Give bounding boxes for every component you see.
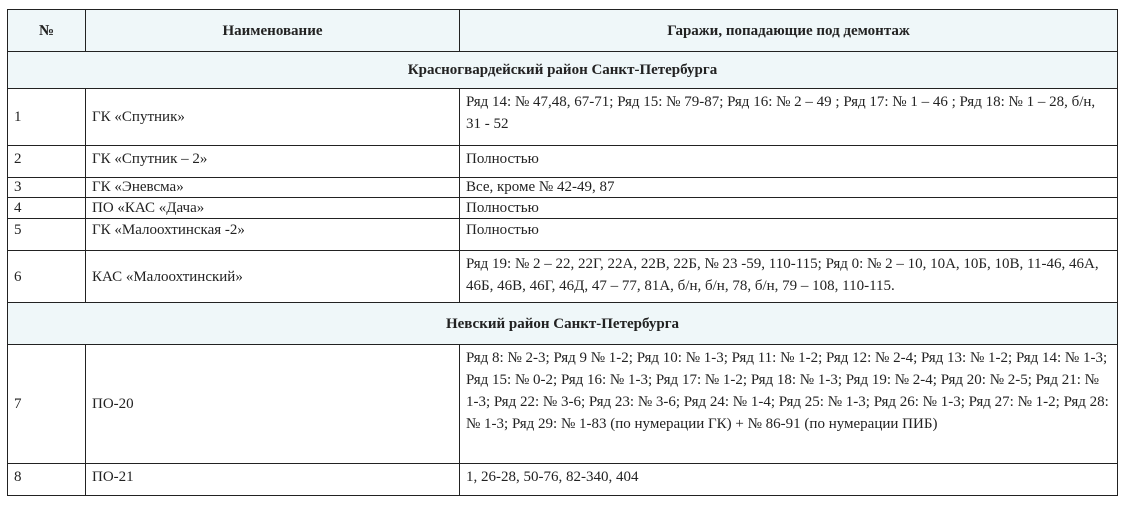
- row-name: ГК «Эневсма»: [86, 178, 460, 198]
- header-num: №: [8, 10, 86, 52]
- header-name: Наименование: [86, 10, 460, 52]
- row-num: 8: [8, 464, 86, 496]
- table-row: [8, 345, 1118, 464]
- garages-table: [7, 9, 1118, 496]
- table-row: [8, 219, 1118, 251]
- table-row: [8, 89, 1118, 146]
- row-num: 7: [8, 345, 86, 464]
- row-name: ПО-21: [86, 464, 460, 496]
- section-row: [8, 52, 1118, 89]
- row-name: ГК «Спутник»: [86, 89, 460, 146]
- row-num: 3: [8, 178, 86, 198]
- row-name: ПО-20: [86, 345, 460, 464]
- row-num: 5: [8, 219, 86, 251]
- table-row: [8, 198, 1118, 219]
- header-garages: Гаражи, попадающие под демонтаж: [460, 10, 1118, 52]
- row-garages: Ряд 14: № 47,48, 67-71; Ряд 15: № 79-87; Ряд 16: № 2 – 49 ; Ряд 17: № 1 – 46 ; Ряд 18: № 1 – 28, б/н, 31 - 52: [460, 89, 1118, 146]
- row-garages: Полностью: [460, 146, 1118, 178]
- row-name: ГК «Спутник – 2»: [86, 146, 460, 178]
- row-garages: Ряд 8: № 2-3; Ряд 9 № 1-2; Ряд 10: № 1-3; Ряд 11: № 1-2; Ряд 12: № 2-4; Ряд 13: № 1-2; Ряд 14: № 1-3; Ряд 15: № 0-2; Ряд 16: № 1-3; Ряд 17: № 1-2; Ряд 18: № 1-3; Ряд 19: № 2-4; Ряд 20: № 2-5; Ряд 21: № 1-3; Ряд 22: № 3-6; Ряд 23: № 3-6; Ряд 24: № 1-4; Ряд 25: № 1-3; Ряд 26: № 1-3; Ряд 27: № 1-2; Ряд 28: № 1-3; Ряд 29: № 1-83 (по нумерации ГК) + № 86-91 (по нумерации ПИБ): [460, 345, 1118, 464]
- section-title: Невский район Санкт-Петербурга: [8, 303, 1118, 345]
- row-name: КАС «Малоохтинский»: [86, 251, 460, 303]
- row-garages: Полностью: [460, 198, 1118, 219]
- table-row: [8, 251, 1118, 303]
- header-row: [8, 10, 1118, 52]
- row-num: 1: [8, 89, 86, 146]
- row-num: 4: [8, 198, 86, 219]
- row-name: ПО «КАС «Дача»: [86, 198, 460, 219]
- row-name: ГК «Малоохтинская -2»: [86, 219, 460, 251]
- row-num: 2: [8, 146, 86, 178]
- row-garages: 1, 26-28, 50-76, 82-340, 404: [460, 464, 1118, 496]
- section-title: Красногвардейский район Санкт-Петербурга: [8, 52, 1118, 89]
- row-garages: Ряд 19: № 2 – 22, 22Г, 22А, 22В, 22Б, № 23 -59, 110-115; Ряд 0: № 2 – 10, 10А, 10Б, 10В, 11-46, 46А, 46Б, 46В, 46Г, 46Д, 47 – 77, 81А, б/н, б/н, 78, б/н, 79 – 108, 110-115.: [460, 251, 1118, 303]
- row-garages: Все, кроме № 42-49, 87: [460, 178, 1118, 198]
- table-row: [8, 146, 1118, 178]
- section-row: [8, 303, 1118, 345]
- table-row: [8, 464, 1118, 496]
- row-num: 6: [8, 251, 86, 303]
- row-garages: Полностью: [460, 219, 1118, 251]
- table-row: [8, 178, 1118, 198]
